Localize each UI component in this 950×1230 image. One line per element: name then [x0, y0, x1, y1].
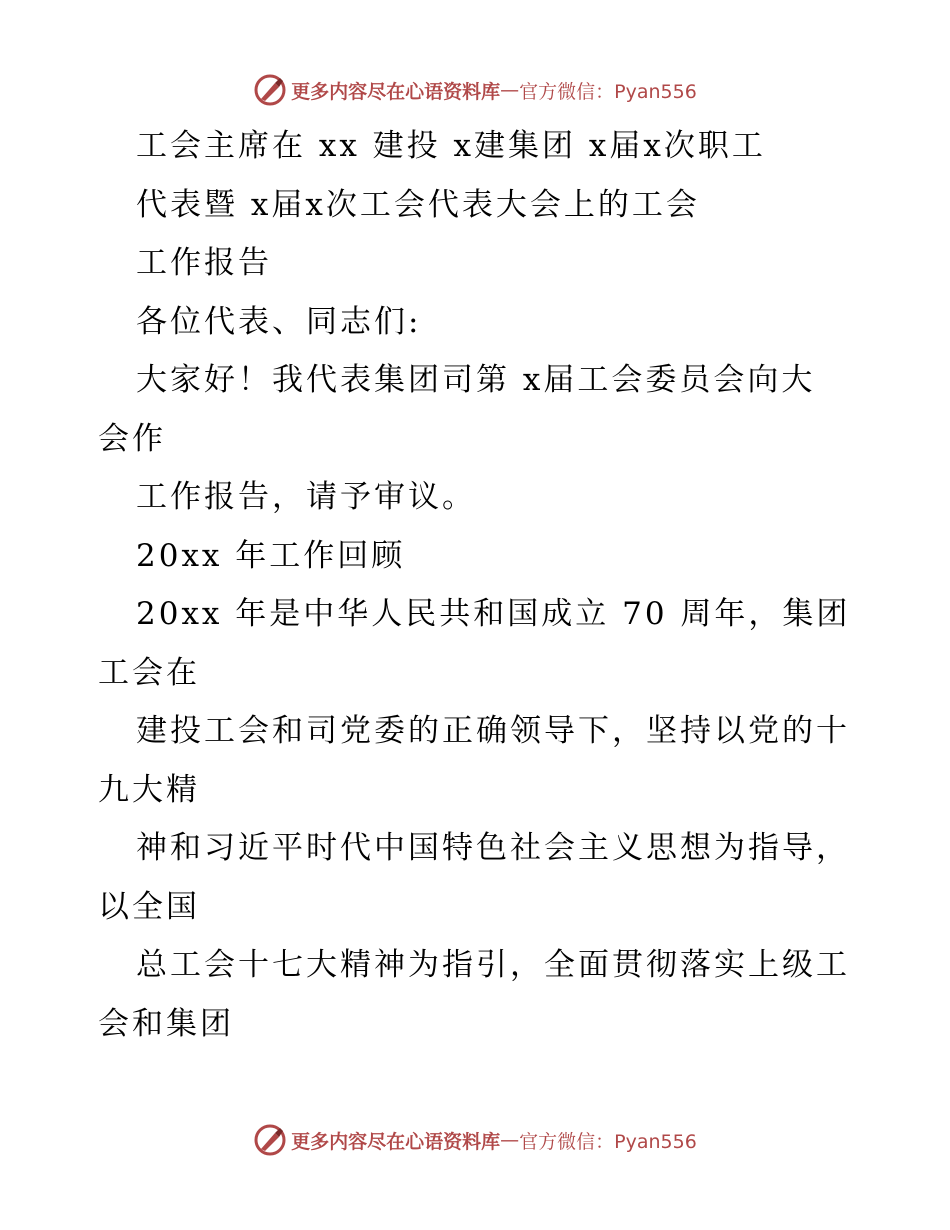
doc-line: 工作报告，请予审议。 — [136, 479, 476, 515]
doc-line: 20xx 年工作回顾 — [136, 537, 406, 574]
doc-line: 神和习近平时代中国特色社会主义思想为指导， — [136, 830, 850, 866]
pen-logo-icon — [253, 1123, 287, 1157]
doc-line: 工会在 — [98, 654, 200, 691]
footer-banner-wechat: 官方微信：Pyan556 — [519, 1130, 697, 1153]
doc-line: 建投工会和司党委的正确领导下，坚持以党的十 — [136, 713, 850, 749]
header-banner-separator: — — [500, 79, 520, 101]
doc-line: 九大精 — [98, 771, 200, 808]
footer-banner — [0, 1120, 950, 1160]
doc-line: 会作 — [98, 420, 166, 457]
doc-line: 以全国 — [98, 888, 200, 925]
header-banner-wechat: 官方微信：Pyan556 — [519, 80, 697, 103]
footer-banner-separator: — — [500, 1129, 520, 1151]
doc-line: 20xx 年是中华人民共和国成立 70 周年，集团 — [136, 596, 851, 632]
doc-line: 工作报告 — [136, 245, 272, 281]
header-banner — [0, 70, 950, 110]
header-banner-text: 更多内容尽在心语资料库 — [291, 80, 501, 103]
doc-line: 代表暨 x届x次工会代表大会上的工会 — [136, 186, 700, 223]
doc-line: 大家好！我代表集团司第 x届工会委员会向大 — [136, 362, 816, 398]
footer-banner-text: 更多内容尽在心语资料库 — [291, 1130, 501, 1153]
pen-logo-icon — [253, 73, 287, 107]
doc-line: 工会主席在 xx 建投 x建集团 x届x次职工 — [136, 128, 766, 164]
document-body — [98, 117, 858, 1053]
doc-line: 总工会十七大精神为指引，全面贯彻落实上级工 — [136, 947, 850, 983]
doc-line: 会和集团 — [98, 1005, 234, 1042]
doc-line: 各位代表、同志们: — [136, 303, 422, 340]
